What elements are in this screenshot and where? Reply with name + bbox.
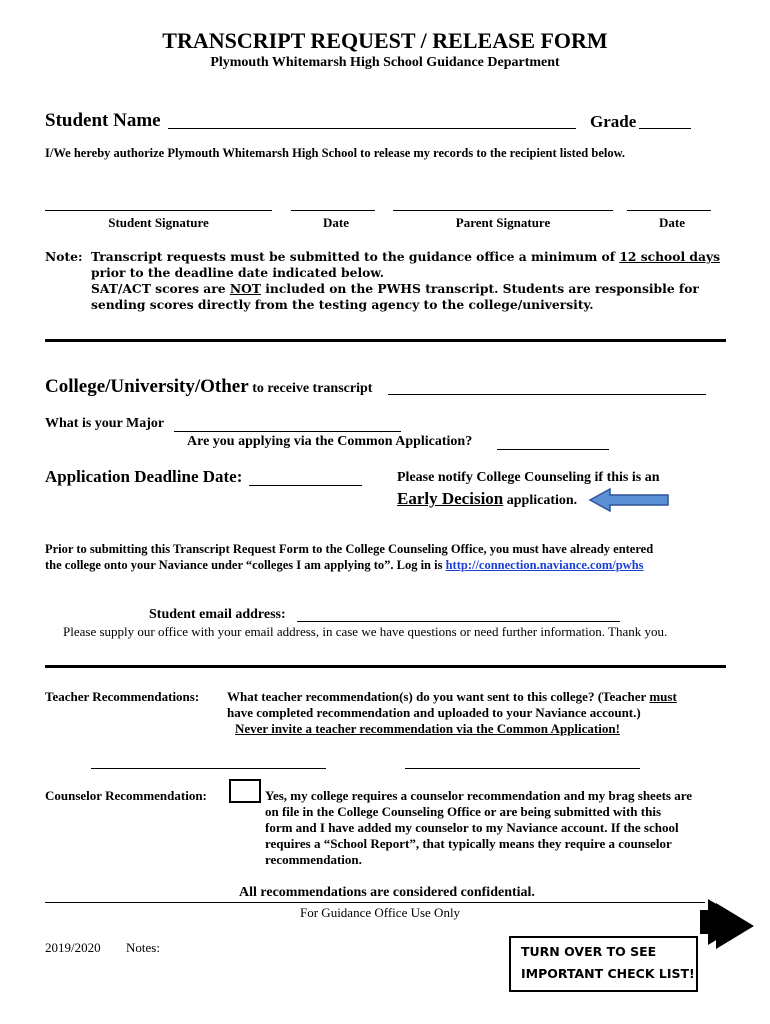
date-label: Date bbox=[323, 215, 349, 230]
major-label: What is your Major bbox=[45, 416, 165, 431]
naviance-instruction-2: the college onto your Naviance under “colleges I am applying to”. Log in is http://connection.naviance.com/pwhs bbox=[45, 558, 644, 572]
right-arrow-icon bbox=[700, 895, 760, 953]
section-divider bbox=[45, 665, 726, 668]
turn-over-notice bbox=[509, 936, 698, 992]
note-line-2: prior to the deadline date indicated below. bbox=[91, 265, 384, 280]
naviance-link[interactable]: http://connection.naviance.com/pwhs bbox=[445, 558, 644, 572]
counselor-rec-label: Counselor Recommendation: bbox=[45, 788, 207, 803]
counselor-rec-line-2: on file in the College Counseling Office or are being submitted with this bbox=[265, 804, 662, 819]
confidential-text: All recommendations are considered confidential. bbox=[239, 885, 535, 900]
common-app-field[interactable] bbox=[497, 449, 609, 450]
form-subtitle: Plymouth Whitemarsh High School Guidance Department bbox=[210, 55, 560, 70]
parent-date-field[interactable] bbox=[627, 210, 711, 211]
major-field[interactable] bbox=[174, 431, 401, 432]
grade-field[interactable] bbox=[639, 128, 691, 129]
teacher-name-field[interactable] bbox=[91, 768, 326, 769]
teacher-rec-warning: Never invite a teacher recommendation via the Common Application! bbox=[235, 721, 620, 736]
naviance-instruction-1: Prior to submitting this Transcript Request Form to the College Counseling Office, you must have already entered bbox=[45, 542, 654, 556]
email-label: Student email address: bbox=[149, 607, 286, 622]
office-divider bbox=[45, 902, 705, 903]
student-name-label: Student Name bbox=[45, 110, 161, 131]
form-title: TRANSCRIPT REQUEST / RELEASE FORM bbox=[162, 28, 608, 53]
student-name-field[interactable] bbox=[168, 128, 576, 129]
teacher-rec-label: Teacher Recommendations: bbox=[45, 689, 200, 704]
note-line-1: Transcript requests must be submitted to the guidance office a minimum of 12 school days bbox=[91, 249, 721, 264]
common-app-label: Are you applying via the Common Application? bbox=[187, 434, 473, 449]
counselor-rec-line-4: requires a “School Report”, that typically means they require a counselor bbox=[265, 836, 672, 851]
early-decision-text: Early Decision application. bbox=[397, 489, 578, 508]
teacher-name-field[interactable] bbox=[405, 768, 640, 769]
counselor-rec-line-3: form and I have added my counselor to my Naviance account. If the school bbox=[265, 820, 679, 835]
turn-over-line-1: TURN OVER TO SEE bbox=[521, 944, 657, 959]
counselor-rec-checkbox[interactable] bbox=[229, 779, 261, 803]
authorization-text: I/We hereby authorize Plymouth Whitemarsh High School to release my records to the recipient listed below. bbox=[45, 146, 626, 160]
college-label: College/University/Other to receive transcript bbox=[45, 376, 373, 397]
parent-signature-field[interactable] bbox=[393, 210, 613, 211]
note-line-4: sending scores directly from the testing agency to the college/university. bbox=[91, 297, 594, 312]
deadline-label: Application Deadline Date: bbox=[45, 467, 243, 486]
student-signature-field[interactable] bbox=[45, 210, 272, 211]
section-divider bbox=[45, 339, 726, 342]
college-field[interactable] bbox=[388, 394, 706, 395]
left-arrow-icon bbox=[588, 486, 672, 514]
note-label: Note: bbox=[45, 249, 83, 264]
teacher-rec-line-2: have completed recommendation and uploaded to your Naviance account.) bbox=[227, 705, 641, 720]
office-use-label: For Guidance Office Use Only bbox=[300, 905, 461, 920]
student-date-field[interactable] bbox=[291, 210, 375, 211]
counselor-rec-line-5: recommendation. bbox=[265, 852, 362, 867]
email-field[interactable] bbox=[297, 621, 620, 622]
turn-over-line-2: IMPORTANT CHECK LIST! bbox=[521, 966, 695, 981]
school-year: 2019/2020 bbox=[45, 940, 101, 955]
email-note: Please supply our office with your email address, in case we have questions or need further information. Thank you. bbox=[63, 624, 668, 639]
note-line-3: SAT/ACT scores are NOT included on the PWHS transcript. Students are responsible for bbox=[91, 281, 699, 296]
notes-label: Notes: bbox=[126, 940, 160, 955]
grade-label: Grade bbox=[590, 112, 637, 131]
parent-signature-label: Parent Signature bbox=[455, 215, 551, 230]
notify-text: Please notify College Counseling if this is an bbox=[397, 470, 660, 485]
teacher-rec-line-1: What teacher recommendation(s) do you want sent to this college? (Teacher must bbox=[227, 689, 677, 704]
deadline-field[interactable] bbox=[249, 485, 362, 486]
student-signature-label: Student Signature bbox=[108, 215, 209, 230]
date-label: Date bbox=[659, 215, 685, 230]
counselor-rec-line-1: Yes, my college requires a counselor recommendation and my brag sheets are bbox=[265, 788, 693, 803]
